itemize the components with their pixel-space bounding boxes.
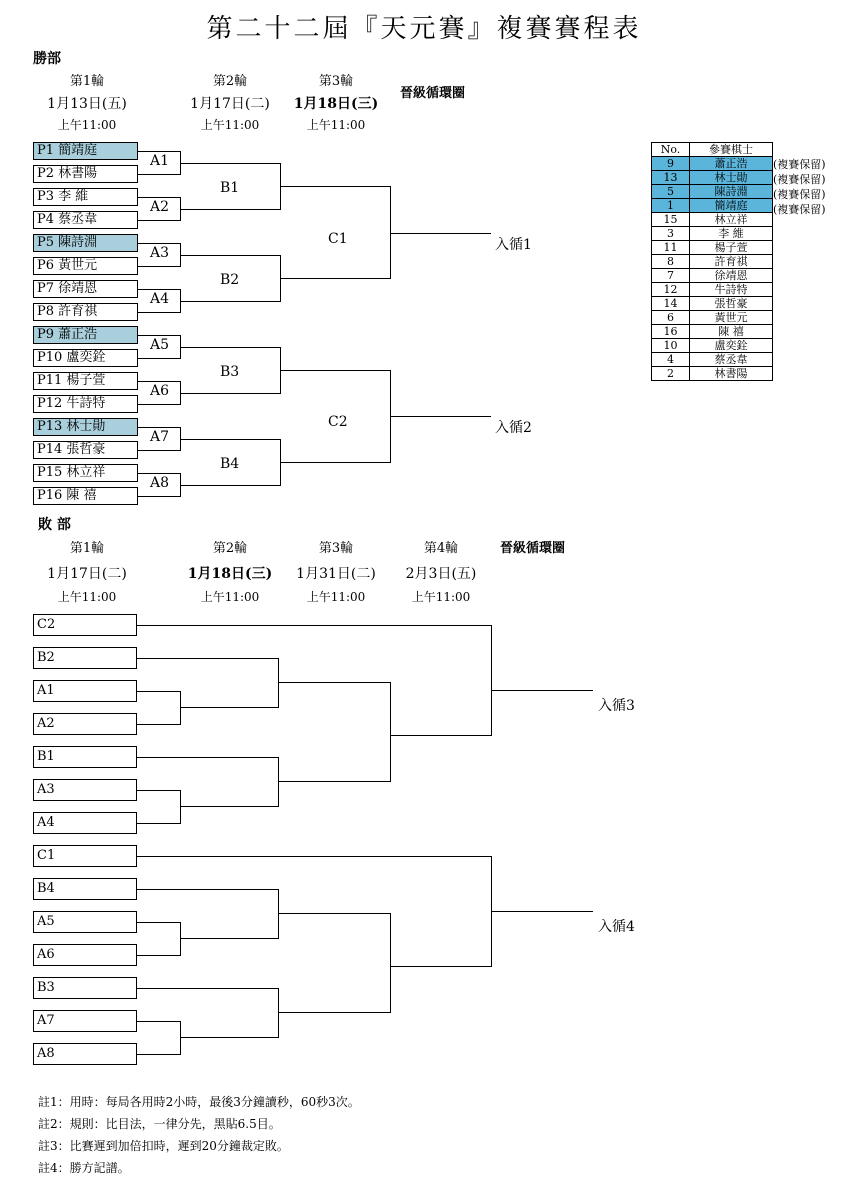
- bracket-line: [278, 988, 279, 1038]
- bracket-line: [138, 243, 181, 244]
- bracket-line: [180, 255, 281, 256]
- bracket-line: [137, 724, 181, 725]
- winners-round3-label: 第3輪: [318, 74, 354, 89]
- player-number: 14: [652, 297, 690, 311]
- bracket-line: [137, 922, 181, 923]
- bracket-line: [138, 450, 181, 451]
- losers-slot-a8: A8: [33, 1043, 137, 1065]
- bracket-line: [491, 625, 492, 736]
- losers-slot-a4: A4: [33, 812, 137, 834]
- losers-round4-date: 2月3日(五): [405, 566, 477, 582]
- advance-label-3: 入循3: [598, 698, 635, 714]
- player-name: 陳 禧: [690, 325, 773, 339]
- player-number: 16: [652, 325, 690, 339]
- player-number: 8: [652, 255, 690, 269]
- player-name: 林士勛: [690, 171, 773, 185]
- table-row: [652, 185, 773, 199]
- match-label-a1: A1: [150, 153, 170, 169]
- player-box-p8: P8 許育祺: [33, 303, 138, 321]
- column-header-player: 參賽棋士: [690, 143, 773, 157]
- reserved-remark: (複賽保留): [773, 158, 826, 171]
- player-box-p15: P15 林立祥: [33, 464, 138, 482]
- bracket-line: [278, 757, 279, 807]
- match-label-b4: B4: [220, 456, 240, 472]
- bracket-line: [137, 889, 279, 890]
- player-number: 3: [652, 227, 690, 241]
- bracket-line: [138, 266, 181, 267]
- player-number: 10: [652, 339, 690, 353]
- bracket-line: [390, 966, 492, 967]
- losers-slot-a6: A6: [33, 944, 137, 966]
- winners-round1-date: 1月13日(五): [47, 96, 127, 112]
- winners-heading: 勝部: [33, 51, 61, 67]
- winners-round2-time: 上午11:00: [200, 118, 260, 132]
- bracket-line: [491, 911, 593, 912]
- bracket-line: [138, 174, 181, 175]
- bracket-line: [138, 335, 181, 336]
- winners-round1-label: 第1輪: [69, 74, 105, 89]
- table-row: [652, 213, 773, 227]
- winners-round1-time: 上午11:00: [57, 118, 117, 132]
- bracket-line: [138, 496, 181, 497]
- winners-round3-date: 1月18日(三): [293, 96, 379, 112]
- losers-round4-label: 第4輪: [423, 541, 459, 556]
- bracket-line: [180, 393, 281, 394]
- losers-heading: 敗 部: [38, 517, 71, 533]
- bracket-line: [137, 1054, 181, 1055]
- player-number: 2: [652, 367, 690, 381]
- bracket-line: [137, 757, 279, 758]
- losers-slot-a3: A3: [33, 779, 137, 801]
- player-name: 徐靖恩: [690, 269, 773, 283]
- bracket-line: [138, 427, 181, 428]
- losers-round3-time: 上午11:00: [306, 590, 366, 604]
- table-row: [652, 283, 773, 297]
- table-row: [652, 269, 773, 283]
- losers-round2-date: 1月18日(三): [187, 566, 273, 582]
- player-number: 12: [652, 283, 690, 297]
- player-number: 13: [652, 171, 690, 185]
- player-box-p6: P6 黃世元: [33, 257, 138, 275]
- bracket-line: [137, 955, 181, 956]
- bracket-line: [280, 462, 391, 463]
- losers-slot-b1: B1: [33, 746, 137, 768]
- match-label-c2: C2: [328, 414, 348, 430]
- player-number: 1: [652, 199, 690, 213]
- table-row: [652, 297, 773, 311]
- bracket-line: [278, 889, 279, 939]
- note-1: 註1：用時：每局各用時2小時，最後3分鐘讀秒，60秒3次。: [38, 1095, 360, 1109]
- bracket-line: [137, 790, 181, 791]
- match-label-a4: A4: [150, 291, 170, 307]
- winners-round2-date: 1月17日(二): [190, 96, 270, 112]
- losers-slot-b2: B2: [33, 647, 137, 669]
- bracket-line: [180, 1037, 279, 1038]
- winners-round3-time: 上午11:00: [306, 118, 366, 132]
- bracket-line: [138, 312, 181, 313]
- player-name: 盧奕銓: [690, 339, 773, 353]
- table-row: [652, 171, 773, 185]
- bracket-line: [491, 690, 593, 691]
- losers-round1-date: 1月17日(二): [47, 566, 127, 582]
- player-box-p3: P3 李 維: [33, 188, 138, 206]
- table-row: [652, 227, 773, 241]
- player-name: 陳詩淵: [690, 185, 773, 199]
- participants-table-header: [652, 143, 773, 157]
- table-row: [652, 339, 773, 353]
- bracket-line: [180, 347, 281, 348]
- note-4: 註4：勝方記譜。: [38, 1161, 130, 1175]
- table-row: [652, 255, 773, 269]
- table-row: [652, 241, 773, 255]
- losers-round3-date: 1月31日(二): [296, 566, 376, 582]
- match-label-b1: B1: [220, 180, 240, 196]
- match-label-a5: A5: [150, 337, 170, 353]
- player-number: 7: [652, 269, 690, 283]
- bracket-line: [180, 485, 281, 486]
- player-box-p16: P16 陳 禧: [33, 487, 138, 505]
- bracket-line: [138, 220, 181, 221]
- match-label-a7: A7: [150, 429, 170, 445]
- player-name: 許育祺: [690, 255, 773, 269]
- table-row: [652, 367, 773, 381]
- bracket-line: [390, 416, 491, 417]
- bracket-line: [180, 806, 279, 807]
- player-number: 6: [652, 311, 690, 325]
- losers-round2-label: 第2輪: [212, 541, 248, 556]
- losers-round1-label: 第1輪: [69, 541, 105, 556]
- player-number: 15: [652, 213, 690, 227]
- bracket-line: [280, 186, 391, 187]
- bracket-line: [137, 658, 279, 659]
- table-row: [652, 157, 773, 171]
- bracket-line: [180, 707, 279, 708]
- bracket-line: [138, 289, 181, 290]
- bracket-line: [180, 790, 181, 824]
- match-label-c1: C1: [328, 231, 348, 247]
- match-label-a3: A3: [150, 245, 170, 261]
- reserved-remark: (複賽保留): [773, 203, 826, 216]
- player-box-p10: P10 盧奕銓: [33, 349, 138, 367]
- player-name: 李 維: [690, 227, 773, 241]
- match-label-a2: A2: [150, 199, 170, 215]
- bracket-line: [180, 163, 281, 164]
- note-3: 註3：比賽遲到加倍扣時，遲到20分鐘裁定敗。: [38, 1139, 289, 1153]
- bracket-line: [278, 658, 279, 708]
- bracket-line: [278, 1012, 391, 1013]
- player-number: 9: [652, 157, 690, 171]
- bracket-line: [278, 781, 391, 782]
- match-label-a8: A8: [150, 475, 170, 491]
- table-row: [652, 311, 773, 325]
- advance-label-2: 入循2: [495, 420, 532, 436]
- bracket-line: [138, 473, 181, 474]
- bracket-line: [180, 691, 181, 725]
- player-box-p11: P11 楊子萱: [33, 372, 138, 390]
- table-row: [652, 353, 773, 367]
- player-name: 簡靖庭: [690, 199, 773, 213]
- participants-table: [651, 142, 773, 381]
- player-box-p1: P1 簡靖庭: [33, 142, 138, 160]
- bracket-line: [180, 1021, 181, 1055]
- bracket-line: [137, 691, 181, 692]
- reserved-remark: (複賽保留): [773, 188, 826, 201]
- bracket-line: [390, 233, 491, 234]
- bracket-line: [138, 197, 181, 198]
- player-box-p7: P7 徐靖恩: [33, 280, 138, 298]
- losers-round2-time: 上午11:00: [200, 590, 260, 604]
- bracket-line: [278, 682, 391, 683]
- winners-round2-label: 第2輪: [212, 74, 248, 89]
- advance-label-4: 入循4: [598, 919, 635, 935]
- player-box-p2: P2 林書陽: [33, 165, 138, 183]
- bracket-line: [180, 439, 281, 440]
- player-number: 11: [652, 241, 690, 255]
- player-name: 蕭正浩: [690, 157, 773, 171]
- player-name: 牛詩特: [690, 283, 773, 297]
- losers-round3-label: 第3輪: [318, 541, 354, 556]
- bracket-line: [138, 404, 181, 405]
- player-box-p12: P12 牛詩特: [33, 395, 138, 413]
- bracket-line: [278, 913, 391, 914]
- page-title: 第二十二屆『天元賽』複賽賽程表: [206, 14, 642, 44]
- player-box-p9: P9 蕭正浩: [33, 326, 138, 344]
- bracket-line: [390, 682, 391, 782]
- winners-round-robin-header: 晉級循環圈: [400, 86, 466, 101]
- match-label-a6: A6: [150, 383, 170, 399]
- losers-slot-c2: C2: [33, 614, 137, 636]
- bracket-line: [137, 988, 279, 989]
- bracket-line: [137, 625, 492, 626]
- losers-slot-b3: B3: [33, 977, 137, 999]
- player-box-p4: P4 蔡丞韋: [33, 211, 138, 229]
- losers-round1-time: 上午11:00: [57, 590, 117, 604]
- bracket-line: [180, 938, 279, 939]
- bracket-line: [138, 381, 181, 382]
- bracket-line: [138, 151, 181, 152]
- losers-slot-a1: A1: [33, 680, 137, 702]
- reserved-remark: (複賽保留): [773, 173, 826, 186]
- table-row: [652, 199, 773, 213]
- losers-slot-a5: A5: [33, 911, 137, 933]
- player-name: 楊子萱: [690, 241, 773, 255]
- losers-slot-c1: C1: [33, 845, 137, 867]
- bracket-line: [137, 856, 492, 857]
- player-name: 林書陽: [690, 367, 773, 381]
- losers-round-robin-header: 晉級循環圈: [500, 541, 566, 556]
- losers-slot-b4: B4: [33, 878, 137, 900]
- match-label-b3: B3: [220, 364, 240, 380]
- bracket-line: [390, 735, 492, 736]
- player-name: 林立祥: [690, 213, 773, 227]
- match-label-b2: B2: [220, 272, 240, 288]
- player-name: 張哲豪: [690, 297, 773, 311]
- bracket-line: [280, 278, 391, 279]
- player-box-p13: P13 林士勛: [33, 418, 138, 436]
- bracket-line: [138, 358, 181, 359]
- losers-slot-a7: A7: [33, 1010, 137, 1032]
- advance-label-1: 入循1: [495, 237, 532, 253]
- bracket-line: [180, 209, 281, 210]
- bracket-line: [280, 370, 391, 371]
- player-box-p5: P5 陳詩淵: [33, 234, 138, 252]
- bracket-line: [180, 301, 281, 302]
- bracket-line: [137, 823, 181, 824]
- player-name: 黃世元: [690, 311, 773, 325]
- losers-slot-a2: A2: [33, 713, 137, 735]
- player-name: 蔡丞韋: [690, 353, 773, 367]
- losers-round4-time: 上午11:00: [411, 590, 471, 604]
- note-2: 註2：規則：比目法，一律分先，黑貼6.5目。: [38, 1117, 281, 1131]
- player-number: 5: [652, 185, 690, 199]
- bracket-line: [180, 922, 181, 956]
- bracket-line: [137, 1021, 181, 1022]
- table-row: [652, 325, 773, 339]
- player-number: 4: [652, 353, 690, 367]
- column-header-no: No.: [652, 143, 690, 157]
- player-box-p14: P14 張哲豪: [33, 441, 138, 459]
- bracket-line: [390, 913, 391, 1013]
